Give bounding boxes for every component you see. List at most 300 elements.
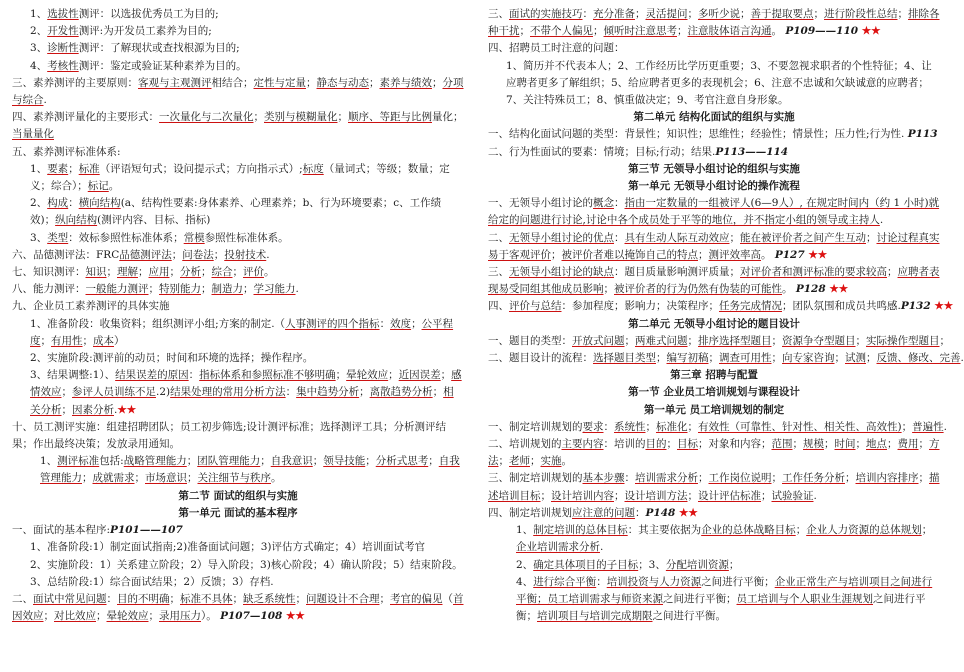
star-mark: ★★: [282, 610, 305, 623]
text-span: ：: [635, 506, 646, 519]
text-span: ；: [939, 334, 950, 347]
text-span: 三、: [488, 8, 509, 20]
highlighted-term: 公平程度: [30, 317, 454, 347]
text-line: [488, 58, 940, 110]
highlighted-term: 常模: [183, 231, 205, 244]
highlighted-term: 设计培训内容: [551, 489, 614, 502]
text-span: ；: [337, 111, 348, 124]
text-span: ；: [866, 231, 877, 244]
text-span: ；: [795, 524, 807, 537]
highlighted-term: 人事测评的四个指标: [285, 317, 380, 330]
text-span: 1、: [30, 162, 48, 175]
section-heading: [488, 367, 940, 384]
highlighted-term: 设计评估标准: [698, 489, 761, 502]
highlighted-term: 静态与动态: [316, 76, 369, 89]
highlighted-term: 理解: [117, 266, 138, 279]
highlighted-term: 目的: [645, 438, 667, 451]
text-span: .: [960, 352, 964, 365]
text-span: ；: [134, 472, 145, 485]
star-mark: ★★: [804, 248, 828, 261]
text-line: [12, 40, 464, 57]
text-span: ；: [82, 472, 93, 485]
text-line: [12, 58, 464, 75]
highlighted-term: 无领导小组讨论的缺点: [509, 266, 614, 279]
text-span: 相结合；: [211, 76, 254, 89]
text-span: .: [295, 283, 299, 296]
text-span: 四、: [488, 300, 509, 313]
text-line: [12, 367, 464, 419]
highlighted-term: 集中趋势分析: [296, 386, 360, 399]
highlighted-term: 参评人员训练不足: [72, 386, 156, 399]
text-span: ；: [624, 334, 635, 347]
text-span: 。: [761, 248, 775, 261]
text-span: ；: [432, 386, 444, 399]
text-line: [488, 264, 940, 298]
text-span: ；: [593, 25, 604, 38]
text-span: 2、实施阶段:测评前的动员；时间和环境的选择；操作程序。: [30, 352, 314, 365]
highlighted-term: 战略管理能力: [123, 455, 187, 468]
text-line: [488, 505, 940, 522]
highlighted-term: 标准化: [656, 420, 688, 433]
text-span: 测评：了解现状或查找根源为目的;: [78, 42, 240, 55]
text-span: .: [43, 94, 47, 107]
highlighted-term: 描述培训目标: [488, 472, 940, 502]
text-span: .: [813, 489, 817, 502]
highlighted-term: 面试的实施技巧: [509, 8, 583, 20]
text-span: 二、培训规划的: [488, 438, 562, 451]
highlighted-term: 一般能力测评: [85, 283, 149, 296]
text-line: [488, 126, 940, 143]
text-span: ；: [187, 472, 198, 485]
highlighted-term: 自我管理能力: [40, 455, 460, 485]
text-line: [12, 350, 464, 367]
text-span: ；: [687, 489, 698, 502]
highlighted-term: 开放式问题: [572, 334, 625, 347]
highlighted-term: 结果处理的常用分析方法: [170, 386, 286, 399]
text-span: 七、知识测评：: [12, 266, 86, 279]
text-span: 九、企业员工素养测评的具体实施: [12, 300, 170, 313]
text-span: 第二节 面试的组织与实施: [178, 489, 298, 502]
highlighted-term: 因素分析: [72, 403, 114, 416]
highlighted-term: 诊断性: [47, 42, 79, 55]
star-mark: ★★: [858, 25, 881, 38]
text-span: ；: [698, 472, 709, 485]
highlighted-term: 领导技能: [323, 455, 366, 468]
text-line: [488, 557, 940, 574]
page-reference: P101——107: [110, 524, 183, 537]
highlighted-term: 培训内容排序: [855, 472, 919, 485]
text-span: ；: [411, 317, 422, 330]
section-heading: [488, 178, 940, 195]
text-span: (测评内容、目标、指标): [97, 214, 211, 227]
text-span: (a、结构性要素:身体素养、心理素养；b、行为环境要素；c、工作绩效)；: [30, 197, 442, 227]
text-span: 一、题目的类型：: [488, 334, 572, 347]
text-span: 第一节 企业员工培训规划与课程设计: [628, 386, 800, 399]
text-span: ；: [68, 162, 79, 175]
highlighted-term: 注意肢体语言沟通: [687, 25, 772, 38]
highlighted-term: 员工培训与个人职业生涯规划: [736, 592, 873, 605]
highlighted-term: 具有生动人际互动效应: [624, 231, 730, 244]
section-heading: [488, 316, 940, 333]
text-span: .: [600, 541, 604, 554]
text-line: [12, 23, 464, 40]
highlighted-term: 进行综合平衡: [533, 575, 597, 588]
text-span: 八、能力测评：: [12, 283, 86, 296]
text-span: ；: [855, 438, 866, 451]
highlighted-term: 实际操作型题目: [866, 334, 940, 347]
text-span: 四、制定培训规划: [488, 506, 572, 519]
highlighted-term: 无领导小组讨论的优点: [509, 231, 614, 244]
text-span: 四、素养测评量化的主要形式：: [12, 111, 159, 124]
text-line: [12, 264, 464, 281]
text-span: ；: [824, 438, 835, 451]
highlighted-term: 对评价者和测评标准的要求较高: [740, 266, 887, 279]
text-span: ：: [614, 197, 625, 210]
text-span: 测评:为开发员工素养为目的;: [78, 25, 212, 38]
text-span: 十、员工测评实施：组建招聘团队；员工初步筛选;设计测评标准；选择测评工具；分析测评结果；作出最终决策；发放录用通知。: [12, 420, 447, 451]
text-span: 测评：鉴定或验证某种素养为目的。: [78, 59, 247, 72]
highlighted-term: 老师: [509, 455, 530, 468]
highlighted-term: 设计培训方法: [624, 489, 688, 502]
highlighted-term: 基本步骤: [582, 472, 625, 485]
highlighted-term: 分析: [180, 266, 201, 279]
highlighted-term: 范围: [771, 438, 793, 451]
text-span: .: [943, 420, 947, 433]
text-span: .: [266, 248, 270, 261]
text-span: 第一单元 面试的基本程序: [178, 506, 298, 519]
text-span: 3、: [30, 231, 48, 244]
text-span: ；: [440, 369, 452, 382]
text-span: ；: [312, 455, 324, 468]
highlighted-term: 综合: [211, 266, 233, 279]
text-line: [488, 470, 940, 504]
text-span: 1、: [30, 8, 48, 20]
highlighted-term: 晕轮效应: [106, 610, 149, 623]
highlighted-term: 市场意识: [145, 472, 187, 485]
text-span: ；: [761, 489, 772, 502]
section-heading: [488, 384, 940, 401]
text-span: 三、: [488, 266, 509, 279]
text-span: ；: [729, 231, 740, 244]
text-span: 参照性标准体系。: [204, 231, 289, 244]
text-span: ；: [82, 334, 93, 347]
highlighted-term: 标准: [78, 162, 100, 175]
highlighted-term: 企业人力资源的总体规划: [806, 524, 922, 537]
text-span: 4、: [516, 575, 534, 588]
highlighted-term: 定性与定量: [253, 76, 306, 89]
highlighted-term: 企业培训需求分析: [516, 541, 600, 554]
text-span: ；: [243, 283, 254, 296]
text-span: 量化；: [432, 111, 464, 124]
text-span: ；: [232, 266, 243, 279]
text-span: ；: [519, 25, 530, 38]
text-span: 三、制定培训规划的: [488, 472, 583, 485]
text-line: [12, 281, 464, 298]
text-span: 。: [771, 25, 786, 38]
text-span: 第二单元 无领导小组讨论的题目设计: [628, 317, 800, 330]
highlighted-term: 考核性: [47, 59, 79, 72]
text-span: ：: [379, 317, 391, 330]
text-span: 2、: [30, 197, 48, 210]
page-reference: P127: [774, 248, 805, 261]
text-span: 之间进行平衡；: [663, 592, 737, 605]
text-span: 。: [782, 283, 796, 296]
text-span: 。: [264, 266, 275, 279]
highlighted-term: 自我意识: [270, 455, 313, 468]
highlighted-term: 不带个人偏见: [530, 25, 593, 38]
highlighted-term: 系统性: [614, 420, 646, 433]
text-span: 第三章 招聘与配置: [670, 369, 758, 382]
highlighted-term: 灵活提问: [645, 8, 688, 20]
text-span: 1、: [40, 455, 58, 468]
text-span: ；: [169, 266, 180, 279]
text-span: ：: [106, 592, 117, 605]
highlighted-term: 选拔性: [47, 8, 79, 20]
text-span: 测评：以选拔优秀员工为目的;: [78, 8, 219, 20]
highlighted-term: 效度: [390, 317, 412, 330]
text-span: 三、素养测评的主要原则：: [12, 76, 138, 89]
highlighted-term: 排除各种干扰: [488, 8, 940, 38]
text-span: ；: [666, 438, 677, 451]
text-span: ；: [855, 334, 866, 347]
highlighted-term: 问卷法: [182, 248, 214, 261]
text-span: ；: [369, 76, 380, 89]
text-line: [488, 144, 940, 161]
text-span: 之间进行平衡。: [652, 610, 726, 623]
highlighted-term: 相关分析: [30, 386, 454, 416]
highlighted-term: 讨论过程真实易于客观评价: [488, 231, 940, 261]
text-line: [488, 419, 947, 436]
highlighted-term: 编写初稿: [666, 352, 709, 365]
text-span: ；: [677, 25, 688, 38]
text-span: ；: [530, 455, 541, 468]
text-line: [12, 298, 464, 315]
text-span: 一、无领导小组讨论的: [488, 197, 593, 210]
text-span: ；: [728, 558, 740, 571]
highlighted-term: 向专家咨询: [782, 352, 835, 365]
highlighted-term: 成本: [93, 334, 114, 347]
text-span: ：参加程度；影响力；决策程序；: [561, 300, 719, 313]
text-span: ；: [106, 266, 117, 279]
highlighted-term: 标准不具体: [180, 592, 233, 605]
text-span: 4、: [30, 59, 48, 72]
text-span: ：: [624, 472, 635, 485]
text-span: 二、行为性面试的要素：情境；目标;行动；结果.: [488, 145, 716, 158]
text-span: ；: [921, 524, 933, 537]
highlighted-term: 培训投资与人力资源: [606, 575, 702, 588]
text-span: ；3、: [638, 558, 666, 571]
highlighted-term: 有用性: [51, 334, 83, 347]
text-line: [12, 195, 464, 229]
text-span: ；: [295, 592, 306, 605]
highlighted-term: 企业正常生产与培训项目: [774, 575, 891, 588]
highlighted-term: 开发性: [47, 25, 79, 38]
highlighted-term: 制定培训的总体目标: [533, 524, 628, 537]
text-line: [12, 453, 464, 487]
text-line: [488, 40, 940, 57]
text-line: [12, 539, 464, 556]
highlighted-term: 充分准备: [593, 8, 635, 20]
highlighted-term: 指标体系和参照标准不够明确: [199, 369, 336, 382]
highlighted-term: 调查可用性: [719, 352, 772, 365]
highlighted-term: 类别与模糊量化: [264, 111, 338, 124]
text-span: ）: [114, 334, 125, 347]
text-span: （量词式；等级；数量；定义；综合）；: [30, 162, 450, 193]
highlighted-term: 善于提取要点: [750, 8, 814, 20]
text-line: [488, 350, 964, 367]
text-span: ；: [43, 610, 54, 623]
highlighted-term: 考官的偏见: [390, 592, 443, 605]
highlighted-term: 一次量化与二次量化: [159, 111, 254, 124]
highlighted-term: 构成: [47, 197, 69, 210]
highlighted-term: 类型: [47, 231, 69, 244]
highlighted-term: 规模: [803, 438, 824, 451]
text-span: 第一单元 员工培训规划的制定: [643, 403, 785, 416]
text-span: 1、简历并不代表本人；2、工作经历比学历更重要；3、不要忽视求职者的个性特征；4、让应聘者更多了解组织；5、给应聘者更多的表现机会；6、注意不忠诚和欠缺诚意的应聘者；7、关注特殊员工；8、慎重做决定；9、考官注意自身形象。: [506, 59, 932, 107]
page-reference: P113——114: [715, 145, 789, 158]
highlighted-term: 首因效应: [12, 592, 464, 623]
left-column: [12, 6, 464, 672]
text-span: ）。: [201, 610, 221, 623]
highlighted-term: 评价: [243, 266, 264, 279]
text-span: ；: [379, 592, 390, 605]
text-span: （评语短句式；设问提示式；方向指示式）;: [99, 162, 303, 175]
text-span: ；: [792, 438, 803, 451]
text-span: 二、: [12, 592, 33, 605]
highlighted-term: 分配培训资源: [665, 558, 729, 571]
text-span: ；: [845, 472, 856, 485]
highlighted-term: 试验验证: [771, 489, 814, 502]
text-span: ：: [68, 197, 79, 210]
text-span: .: [114, 403, 118, 416]
highlighted-term: 当量量化: [12, 128, 54, 141]
text-span: ；: [335, 369, 347, 382]
text-span: ；: [138, 266, 149, 279]
highlighted-term: 指由一定数量的一组被评人(6—9人）, 在规定时间内（约 1 小时)就给定的问题进行讨论,讨论中各个成员处于平等的地位，并不指定小组的领导或主持人: [488, 197, 940, 227]
text-span: 2、: [30, 25, 48, 38]
section-heading: [12, 505, 464, 522]
highlighted-term: 录用压力: [159, 610, 201, 623]
text-span: 一、面试的基本程序:: [12, 524, 111, 537]
text-span: ：: [614, 231, 625, 244]
right-column: [488, 6, 964, 672]
text-span: ：其主要依据为: [627, 524, 702, 537]
highlighted-term: 知识: [85, 266, 107, 279]
page-reference: P109——110: [785, 25, 859, 38]
highlighted-term: 目标: [677, 438, 698, 451]
text-span: ：: [603, 420, 614, 433]
text-line: [488, 298, 954, 315]
highlighted-term: 离散趋势分析: [369, 386, 433, 399]
page-reference: P113: [907, 128, 938, 141]
star-mark: ★★: [117, 403, 137, 416]
text-span: ；: [740, 8, 751, 20]
highlighted-term: 要求: [582, 420, 604, 433]
highlighted-term: 地点: [866, 438, 887, 451]
text-line: [12, 557, 464, 574]
highlighted-term: 团队管理能力: [197, 455, 261, 468]
highlighted-term: 结果误差的原因: [115, 369, 189, 382]
highlighted-term: 普遍性: [912, 420, 944, 433]
highlighted-term: 两难式问题: [635, 334, 688, 347]
text-span: 2、: [516, 558, 534, 571]
star-mark: ★★: [930, 300, 954, 313]
text-span: ；: [148, 610, 159, 623]
text-span: ；: [232, 592, 243, 605]
highlighted-term: 投射技术: [224, 248, 267, 261]
highlighted-term: 培训项目与培训完成期限: [537, 610, 653, 623]
text-line: [12, 419, 464, 453]
text-span: ；: [918, 472, 929, 485]
text-span: ；: [201, 266, 212, 279]
text-span: ；: [687, 420, 698, 433]
text-span: ；: [687, 334, 698, 347]
text-span: ；: [260, 455, 271, 468]
highlighted-term: 选择题目类型: [593, 352, 656, 365]
highlighted-term: 标度: [302, 162, 324, 175]
highlighted-term: 成就需求: [92, 472, 135, 485]
text-span: ；: [834, 352, 845, 365]
highlighted-term: 工作任务分析: [782, 472, 845, 485]
text-span: ；: [603, 283, 614, 296]
text-span: ；: [498, 455, 509, 468]
highlighted-term: 横向结构: [78, 197, 121, 210]
highlighted-term: 概念: [593, 197, 614, 210]
highlighted-term: 倾听时注意思考: [603, 25, 677, 38]
text-span: ；: [771, 472, 782, 485]
text-line: [488, 522, 940, 556]
section-heading: [488, 161, 940, 178]
highlighted-term: 要素: [47, 162, 69, 175]
text-line: [12, 247, 464, 264]
text-span: 四、招聘员工时注意的问题：: [488, 42, 625, 55]
highlighted-term: 进行阶段性总结: [824, 8, 898, 20]
highlighted-term: 目的不明确: [117, 592, 170, 605]
text-span: ；: [171, 248, 183, 261]
text-span: ；: [614, 489, 625, 502]
highlighted-term: 学习能力: [253, 283, 296, 296]
text-span: ；对象和内容；: [698, 438, 772, 451]
text-span: 。: [108, 180, 120, 193]
text-span: 包括:: [99, 455, 124, 468]
highlighted-term: 应聘者表现易受同组其他成员影响: [488, 266, 940, 296]
text-span: 3、总结阶段:1）综合面试结果；2）反馈；3）存档.: [30, 575, 274, 588]
text-line: [12, 522, 464, 539]
text-line: [12, 75, 464, 109]
text-span: ；: [388, 369, 399, 382]
text-span: ；: [428, 455, 439, 468]
text-span: 1、准备阶段:1）制定面试指南;2)准备面试问题；3)评估方式确定；4）培训面试考官: [30, 541, 426, 554]
highlighted-term: 客观与主观测评: [138, 76, 212, 89]
highlighted-term: 评价与总结: [509, 300, 562, 313]
text-span: 二、题目设计的流程：: [488, 352, 593, 365]
text-span: .2): [156, 386, 171, 399]
text-span: ；: [656, 352, 667, 365]
text-span: ；: [771, 334, 782, 347]
text-span: ；: [432, 76, 443, 89]
text-span: ；: [306, 76, 317, 89]
text-span: ；: [40, 334, 51, 347]
page-reference: P148: [645, 506, 676, 519]
highlighted-term: 确定具体项目的子目标: [533, 558, 639, 571]
text-span: 2、实施阶段：1）关系建立阶段；2）导入阶段；3)核心阶段；4）确认阶段；5）结束阶段。: [30, 558, 463, 571]
text-line: [12, 591, 464, 625]
highlighted-term: 应注意的问题: [572, 506, 635, 519]
text-span: ；: [645, 420, 656, 433]
text-span: ；: [887, 266, 898, 279]
text-span: ；: [61, 386, 72, 399]
highlighted-term: 排序选择型题目: [698, 334, 772, 347]
